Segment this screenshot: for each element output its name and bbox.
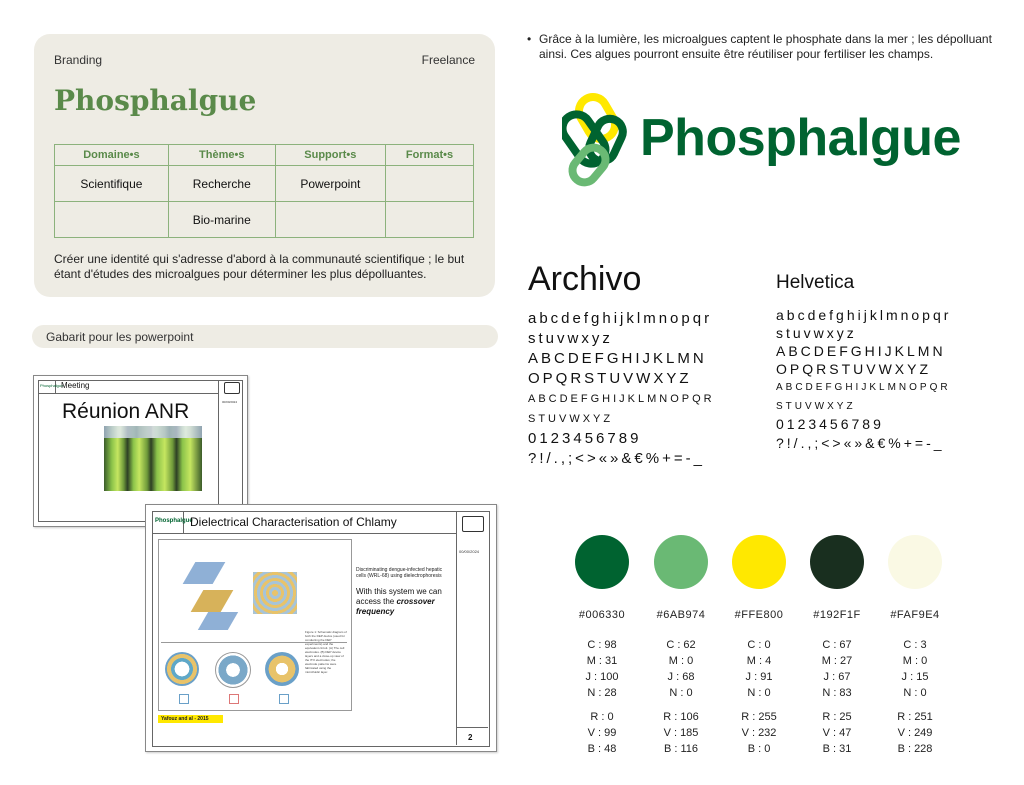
rvb-r: R : 0 (590, 711, 614, 723)
chat-icon (462, 516, 484, 532)
glyph-line: ABCDEFGHIJKLMNOPQR (528, 393, 715, 405)
rvb-values (797, 709, 877, 757)
slide-date: 00/00/2024 (459, 549, 480, 554)
phosphalgue-logo (562, 92, 961, 193)
cmjn-n: N : 0 (747, 687, 771, 699)
rvb-b: B : 0 (747, 743, 771, 755)
cmjn-c: C : 98 (587, 639, 617, 651)
algae-links-icon (562, 92, 640, 188)
cmjn-j: J : 91 (745, 671, 773, 683)
rvb-v: V : 185 (663, 727, 699, 739)
cmjn-n: N : 83 (822, 687, 852, 699)
glyph-line: abcdefghijklmnopqr (776, 307, 952, 323)
glyph-line: ABCDEFGHIJKLMNOPQR (776, 382, 951, 393)
table-header: Domaine•s (55, 145, 169, 166)
page-number: 2 (468, 733, 473, 742)
template-label-pill (32, 325, 498, 348)
font-name: Helvetica (776, 272, 855, 293)
rvb-v: V : 249 (897, 727, 933, 739)
font-specimen-archivo (528, 260, 715, 469)
slide-title: Réunion ANR (62, 400, 190, 423)
cmjn-values (719, 637, 799, 701)
glyph-line: STUVWXYZ (528, 413, 614, 425)
divider (456, 727, 488, 728)
cell-diagram-1 (165, 652, 199, 686)
logo-wordmark: Phosphalgue (640, 109, 961, 167)
cmjn-n: N : 0 (903, 687, 927, 699)
slide-caption-main (356, 587, 452, 617)
slide-heading: Dielectrical Characterisation of Chlamy (190, 515, 397, 529)
rvb-r: R : 251 (897, 711, 933, 723)
cmjn-m: M : 0 (902, 655, 928, 667)
table-cell: Powerpoint (275, 166, 385, 202)
figure-caption: Figure 1: Schematic diagram of both the DEP device (used for conducting the DEP experiments) and the equivalent circuit. (A) The cell electrodes. (B) DEP device layers and a close-up view of the ITO electrodes; the electrode patterns were fabricated using the microfluidic layer. (305, 630, 347, 674)
slide-date: 00/00/2024 (222, 400, 238, 404)
glass-layer (198, 612, 238, 630)
font-specimen-helvetica (776, 272, 951, 453)
tube-caps (104, 426, 202, 438)
color-hex: #FFE800 (734, 609, 784, 621)
cmjn-m: M : 0 (668, 655, 694, 667)
chat-icon (224, 382, 240, 394)
glyph-line: stuvwxyz (528, 330, 613, 347)
project-table (54, 144, 474, 238)
glyph-line: abcdefghijklmnopqr (528, 310, 713, 327)
glyph-line: ABCDEFGHIJKLMN (776, 343, 946, 359)
glyph-line: ABCDEFGHIJKLMN (528, 350, 707, 367)
glyph-line: stuvwxyz (776, 325, 857, 341)
cmjn-j: J : 15 (901, 671, 929, 683)
divider (218, 380, 219, 520)
table-header: Thème•s (168, 145, 275, 166)
electrode-layer (183, 562, 226, 584)
cmjn-n: N : 28 (587, 687, 617, 699)
table-header: Support•s (275, 145, 385, 166)
rvb-r: R : 25 (822, 711, 852, 723)
table-cell: Scientifique (55, 166, 169, 202)
bullet-icon: • (527, 32, 532, 46)
rvb-values (641, 709, 721, 757)
slide-caption-small: Discriminating dengue-infected hepatic cells (WRL-68) using dielectrophoresis (356, 567, 443, 579)
cmjn-c: C : 62 (666, 639, 696, 651)
rvb-b: B : 48 (587, 743, 617, 755)
slide-logo: Phosphalgue (40, 383, 64, 388)
glyph-line: 0123456789 (528, 430, 642, 447)
glyph-line: OPQRSTUVWXYZ (528, 370, 692, 387)
cmjn-j: J : 100 (585, 671, 619, 683)
rvb-values (562, 709, 642, 757)
project-description: Créer une identité qui s'adresse d'abord à la communauté scientifique ; le but étant d'études des microalgues pour déterminer les plus dépolluantes. (54, 252, 465, 281)
color-hex: #006330 (578, 609, 626, 621)
table-row (55, 202, 474, 238)
caption-text: With this system we can access the (356, 587, 442, 606)
rvb-v: V : 232 (741, 727, 777, 739)
cmjn-n: N : 0 (669, 687, 693, 699)
cmjn-c: C : 3 (903, 639, 927, 651)
cmjn-values (562, 637, 642, 701)
color-swatch (654, 535, 708, 589)
rvb-v: V : 47 (822, 727, 852, 739)
divider (456, 511, 457, 745)
rvb-r: R : 106 (663, 711, 699, 723)
slide-dielectrical (145, 504, 497, 752)
cmjn-j: J : 67 (823, 671, 851, 683)
table-cell: Recherche (168, 166, 275, 202)
cmjn-m: M : 31 (586, 655, 618, 667)
table-cell (275, 202, 385, 238)
table-cell (386, 166, 474, 202)
cmjn-m: M : 27 (821, 655, 853, 667)
caption-emphasis: crossover frequency (356, 597, 435, 616)
rvb-v: V : 99 (587, 727, 617, 739)
legend-box (229, 694, 239, 704)
rvb-values (719, 709, 799, 757)
legend-box (279, 694, 289, 704)
cmjn-m: M : 4 (746, 655, 772, 667)
table-cell (55, 202, 169, 238)
cmjn-j: J : 68 (667, 671, 695, 683)
citation-highlight: Yafouz and al - 2015 (158, 715, 223, 723)
glyph-line: STUVWXYZ (776, 401, 856, 412)
glyph-line: 0123456789 (776, 416, 884, 432)
project-title: Phosphalgue (54, 84, 257, 117)
rvb-b: B : 116 (663, 743, 699, 755)
rvb-b: B : 31 (822, 743, 852, 755)
table-row (55, 166, 474, 202)
cell-diagram-3 (265, 652, 299, 686)
photobioreactor-image (104, 426, 202, 491)
color-swatch (810, 535, 864, 589)
glyph-line: ?!/.,;<>«»&€%+=-_ (528, 450, 705, 467)
category-label: Branding (54, 53, 103, 67)
font-name: Archivo (528, 260, 642, 298)
rvb-b: B : 228 (897, 743, 933, 755)
electrode-pattern-image (253, 572, 297, 614)
table-cell: Bio-marine (168, 202, 275, 238)
color-hex: #6AB974 (656, 609, 706, 621)
slide-heading: Meeting (61, 381, 90, 390)
color-swatch (888, 535, 942, 589)
cell-diagram-2 (215, 652, 251, 688)
rvb-r: R : 255 (741, 711, 777, 723)
slide-logo: Phosphalgue (155, 518, 193, 524)
color-hex: #FAF9E4 (890, 609, 940, 621)
type-label: Freelance (421, 53, 475, 67)
cmjn-values (875, 637, 955, 701)
table-cell (386, 202, 474, 238)
template-label: Gabarit pour les powerpoint (46, 330, 194, 344)
color-swatch (732, 535, 786, 589)
color-swatch (575, 535, 629, 589)
legend-box (179, 694, 189, 704)
bullet-paragraph: Grâce à la lumière, les microalgues captent le phosphate dans la mer ; les dépolluant ainsi. Ces algues pourront ensuite être réutiliser pour fertiliser les champs. (539, 32, 992, 61)
cmjn-c: C : 67 (822, 639, 852, 651)
table-header: Format•s (386, 145, 474, 166)
rvb-values (875, 709, 955, 757)
cmjn-values (797, 637, 877, 701)
project-card (34, 34, 495, 297)
microfluidic-layer (191, 590, 234, 612)
cmjn-c: C : 0 (747, 639, 771, 651)
cmjn-values (641, 637, 721, 701)
glyph-line: ?!/.,;<>«»&€%+=-_ (776, 435, 945, 451)
figure-panel (158, 539, 352, 711)
glyph-line: OPQRSTUVWXYZ (776, 361, 932, 377)
bullet-text (527, 32, 997, 62)
color-hex: #192F1F (813, 609, 861, 621)
